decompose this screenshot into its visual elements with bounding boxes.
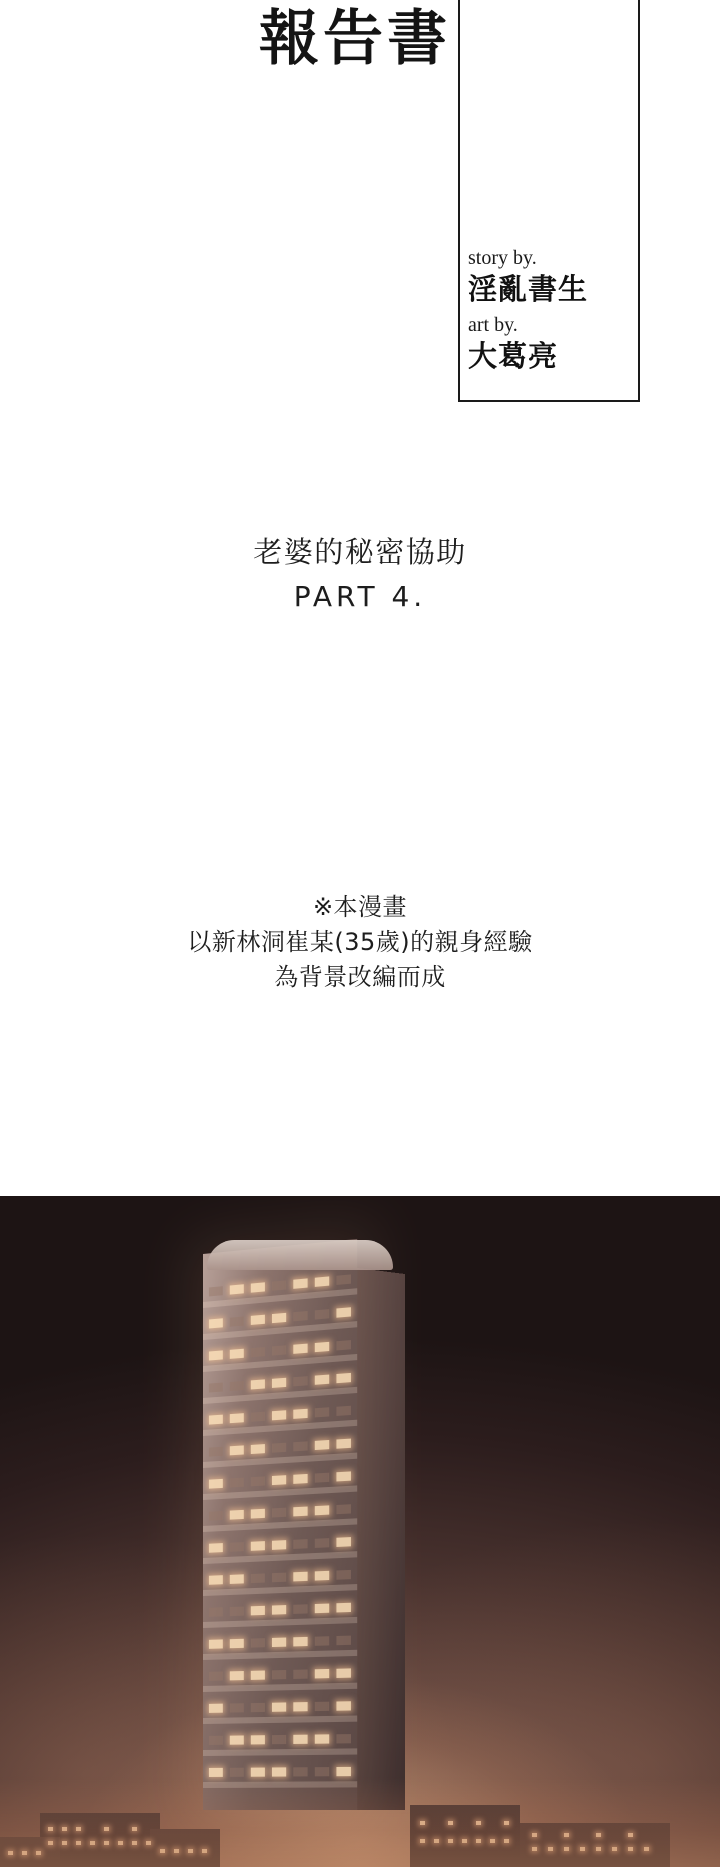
building-window: [336, 1439, 351, 1449]
building-window: [315, 1702, 329, 1711]
building-window: [251, 1509, 265, 1519]
building-window: [251, 1735, 265, 1744]
building-window: [209, 1511, 223, 1521]
building-window: [315, 1505, 329, 1515]
building-window: [315, 1571, 329, 1581]
building-window: [209, 1575, 223, 1585]
window-row: [209, 1668, 351, 1680]
building-window: [230, 1284, 244, 1294]
credit-role-art: art by.: [468, 314, 518, 337]
building-window: [293, 1474, 307, 1484]
building-window: [293, 1572, 307, 1582]
floor-band: [203, 1584, 357, 1596]
building-window: [251, 1541, 265, 1551]
building-window: [336, 1471, 351, 1481]
building-window: [336, 1603, 351, 1613]
building-window: [336, 1668, 351, 1678]
floor-band: [203, 1716, 357, 1724]
building-window: [272, 1638, 286, 1648]
building-window: [230, 1735, 244, 1744]
building-window: [336, 1504, 351, 1514]
building-window: [293, 1344, 307, 1354]
floor-band: [203, 1551, 357, 1564]
building-window: [272, 1573, 286, 1583]
building-window: [272, 1605, 286, 1615]
building-window: [272, 1378, 286, 1388]
floor-band: [203, 1683, 357, 1692]
building-window: [209, 1479, 223, 1489]
building-window: [293, 1278, 307, 1288]
ground-haze: [0, 1777, 720, 1867]
building-window: [315, 1734, 329, 1743]
building-window: [272, 1475, 286, 1485]
building-window: [315, 1604, 329, 1614]
building-window: [293, 1539, 307, 1549]
building-window: [209, 1350, 223, 1360]
building-window: [336, 1734, 351, 1743]
note-line-3: 為背景改編而成: [274, 962, 446, 991]
building-window: [251, 1606, 265, 1616]
main-building: [203, 1240, 405, 1810]
building-window: [230, 1639, 244, 1648]
building-window: [293, 1637, 307, 1647]
window-row: [209, 1537, 351, 1553]
building-window: [230, 1703, 244, 1712]
building-window: [272, 1508, 286, 1518]
building-window: [209, 1704, 223, 1713]
building-window: [315, 1276, 329, 1287]
building-window: [209, 1286, 223, 1296]
window-row: [209, 1701, 351, 1713]
night-cityscape-panel: [0, 1196, 720, 1867]
window-row: [209, 1603, 351, 1617]
building-window: [251, 1638, 265, 1647]
building-window: [336, 1274, 351, 1285]
building-window: [293, 1669, 307, 1678]
building-window: [315, 1309, 329, 1319]
building-window: [336, 1537, 351, 1547]
building-window: [315, 1669, 329, 1679]
building-window: [272, 1735, 286, 1744]
building-window: [272, 1443, 286, 1453]
building-window: [209, 1607, 223, 1617]
building-window: [251, 1412, 265, 1422]
building-window: [209, 1736, 223, 1745]
episode-part: PART 4.: [293, 579, 427, 613]
episode-title-block: [0, 530, 720, 618]
floor-band: [203, 1617, 357, 1628]
building-window: [315, 1407, 329, 1417]
window-row: [209, 1570, 351, 1585]
building-window: [251, 1573, 265, 1583]
building-window: [336, 1636, 351, 1646]
building-window: [251, 1315, 265, 1325]
building-window: [209, 1447, 223, 1457]
building-window: [315, 1440, 329, 1450]
building-window: [336, 1701, 351, 1710]
building-window: [272, 1410, 286, 1420]
building-window: [230, 1607, 244, 1617]
building-window: [230, 1349, 244, 1359]
floor-band: [203, 1518, 357, 1532]
building-window: [209, 1383, 223, 1393]
building-window: [336, 1307, 351, 1317]
building-window: [293, 1702, 307, 1711]
building-window: [272, 1280, 286, 1290]
building-window: [272, 1345, 286, 1355]
building-window: [230, 1542, 244, 1552]
building-window: [251, 1379, 265, 1389]
credit-role-story: story by.: [468, 247, 537, 269]
building-window: [230, 1574, 244, 1584]
building-window: [315, 1342, 329, 1352]
building-window: [336, 1570, 351, 1580]
window-row: [209, 1636, 351, 1649]
disclaimer-note: [0, 890, 720, 994]
building-window: [230, 1478, 244, 1488]
building-window: [336, 1373, 351, 1383]
note-line-2: 以新林洞崔某(35歲)的親身經驗: [187, 927, 533, 956]
credit-name-story: 淫亂書生: [468, 272, 589, 306]
building-window: [230, 1510, 244, 1520]
building-window: [293, 1735, 307, 1744]
building-window: [209, 1318, 223, 1328]
building-window: [251, 1670, 265, 1679]
building-window: [209, 1415, 223, 1425]
window-row: [209, 1504, 351, 1520]
building-window: [251, 1347, 265, 1357]
building-window: [230, 1316, 244, 1326]
series-title: 報告書: [259, 4, 451, 74]
building-window: [336, 1340, 351, 1350]
building-window: [230, 1671, 244, 1680]
building-roof: [207, 1240, 393, 1270]
building-window: [251, 1282, 265, 1292]
note-line-1: ※本漫畫: [312, 893, 408, 921]
building-window: [293, 1376, 307, 1386]
building-window: [293, 1507, 307, 1517]
building-window: [230, 1413, 244, 1423]
floor-band: [203, 1650, 357, 1660]
building-front-face: [203, 1239, 357, 1810]
credits-block: [468, 246, 640, 381]
building-window: [315, 1636, 329, 1646]
building-window: [293, 1409, 307, 1419]
building-window: [293, 1441, 307, 1451]
building-window: [293, 1604, 307, 1614]
building-window: [251, 1444, 265, 1454]
credit-name-art: 大葛亮: [468, 339, 559, 374]
building-window: [272, 1540, 286, 1550]
episode-title: 老婆的秘密協助: [253, 535, 467, 569]
building-window: [209, 1639, 223, 1648]
building-window: [315, 1538, 329, 1548]
building-window: [251, 1703, 265, 1712]
building-window: [251, 1476, 265, 1486]
building-window: [230, 1381, 244, 1391]
building-window: [209, 1543, 223, 1553]
building-window: [209, 1672, 223, 1681]
building-window: [315, 1473, 329, 1483]
window-row: [209, 1734, 351, 1745]
building-window: [272, 1313, 286, 1323]
building-window: [315, 1375, 329, 1385]
building-window: [272, 1670, 286, 1679]
building-window: [230, 1445, 244, 1455]
building-window: [272, 1702, 286, 1711]
building-window: [336, 1406, 351, 1416]
building-window: [293, 1311, 307, 1321]
building-floors: [203, 1239, 357, 1810]
